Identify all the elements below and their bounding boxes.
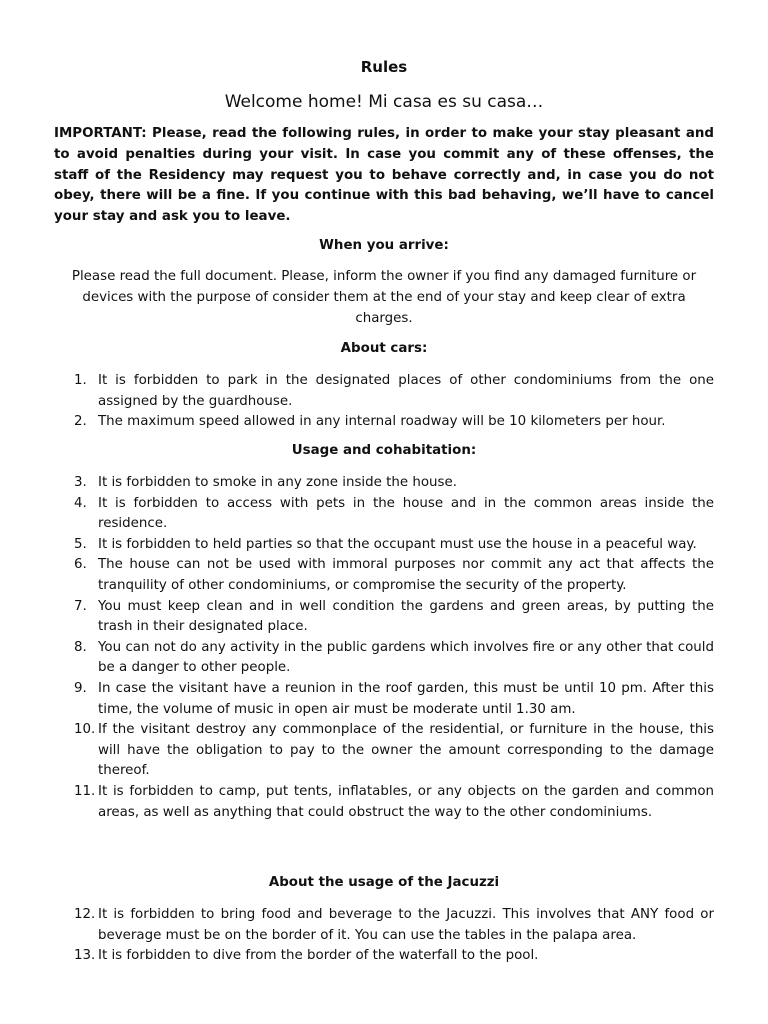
rule-number: 3. <box>74 475 87 490</box>
heading-about-cars: About cars: <box>340 341 428 356</box>
rule-number: 6. <box>74 557 87 573</box>
jacuzzi-rule-list <box>54 905 714 967</box>
rule-item <box>54 473 714 494</box>
rule-text: The house can not be used with immoral purposes nor commit any act that affects the tranquility of other condominiums, or compromise the security of the property. <box>98 557 714 593</box>
arrive-paragraph: Please read the full document. Please, inform the owner if you find any damaged furniture or devices with the purpose of consider them at the end of your stay and keep clear of extra charges. <box>71 269 697 326</box>
rule-text: It is forbidden to park in the designated places of other condominiums from the one assigned by the guardhouse. <box>98 373 714 409</box>
rule-text: It is forbidden to dive from the border of the waterfall to the pool. <box>98 948 539 964</box>
document-subtitle: Welcome home! Mi casa es su casa… <box>224 92 544 112</box>
rule-item <box>54 782 714 823</box>
rule-item <box>54 412 714 433</box>
rule-text: In case the visitant have a reunion in the roof garden, this must be until 10 pm. After this time, the volume of music in open air must be moderate until 1.30 am. <box>98 680 714 717</box>
rule-item <box>54 555 714 596</box>
rule-item <box>54 638 714 679</box>
rule-item <box>54 679 714 720</box>
rule-number: 11. <box>74 783 96 799</box>
rule-item <box>54 494 714 535</box>
rule-text: It is forbidden to camp, put tents, inflatables, or any objects on the garden and common areas, as well as anything that could obstruct the way to the other condominiums. <box>98 783 714 820</box>
rule-number: 13. <box>74 948 96 964</box>
rule-text: It is forbidden to bring food and beverage to the Jacuzzi. This involves that ANY food or beverage must be on the border of it. You can use the tables in the palapa area. <box>98 907 714 943</box>
document-title: Rules <box>360 58 408 76</box>
rule-number: 9. <box>74 680 87 696</box>
rule-number: 2. <box>74 414 87 430</box>
rule-text: It is forbidden to access with pets in the house and in the common areas inside the residence. <box>98 495 714 532</box>
rule-number: 5. <box>74 536 87 552</box>
rule-number: 4. <box>74 495 87 511</box>
usage-rule-list <box>54 473 714 823</box>
cars-rule-list <box>54 371 714 433</box>
rule-item <box>54 371 714 412</box>
heading-when-you-arrive: When you arrive: <box>319 238 449 253</box>
heading-jacuzzi: About the usage of the Jacuzzi <box>268 875 500 890</box>
important-notice: IMPORTANT: Please, read the following rules, in order to make your stay pleasant and to avoid penalties during your visit. In case you commit any of these offenses, the staff of the Residency may request you to behave correctly and, in case you do not obey, there will be a fine. If you continue with this bad behaving, we’ll have to cancel your stay and ask you to leave. <box>54 126 714 225</box>
rule-number: 1. <box>74 373 87 388</box>
rule-text: You must keep clean and in well condition the gardens and green areas, by putting the trash in their designated place. <box>98 598 714 635</box>
rule-text: You can not do any activity in the public gardens which involves fire or any other that could be a danger to other people. <box>98 639 714 676</box>
rule-text: It is forbidden to held parties so that the occupant must use the house in a peaceful way. <box>98 536 697 552</box>
rule-text: It is forbidden to smoke in any zone inside the house. <box>98 475 458 490</box>
rule-number: 8. <box>74 639 87 655</box>
rule-item <box>54 597 714 638</box>
rule-number: 12. <box>74 907 96 922</box>
rule-text: If the visitant destroy any commonplace of the residential, or furniture in the house, this will have the obligation to pay to the owner the amount corresponding to the damage thereof. <box>98 722 714 779</box>
rule-item <box>54 720 714 782</box>
rule-item <box>54 946 714 967</box>
rule-item <box>54 905 714 946</box>
heading-usage-cohabitation: Usage and cohabitation: <box>291 443 477 458</box>
rule-item <box>54 535 714 556</box>
rule-text: The maximum speed allowed in any internal roadway will be 10 kilometers per hour. <box>98 414 666 430</box>
rule-number: 7. <box>74 598 87 614</box>
rule-number: 10. <box>74 722 96 738</box>
